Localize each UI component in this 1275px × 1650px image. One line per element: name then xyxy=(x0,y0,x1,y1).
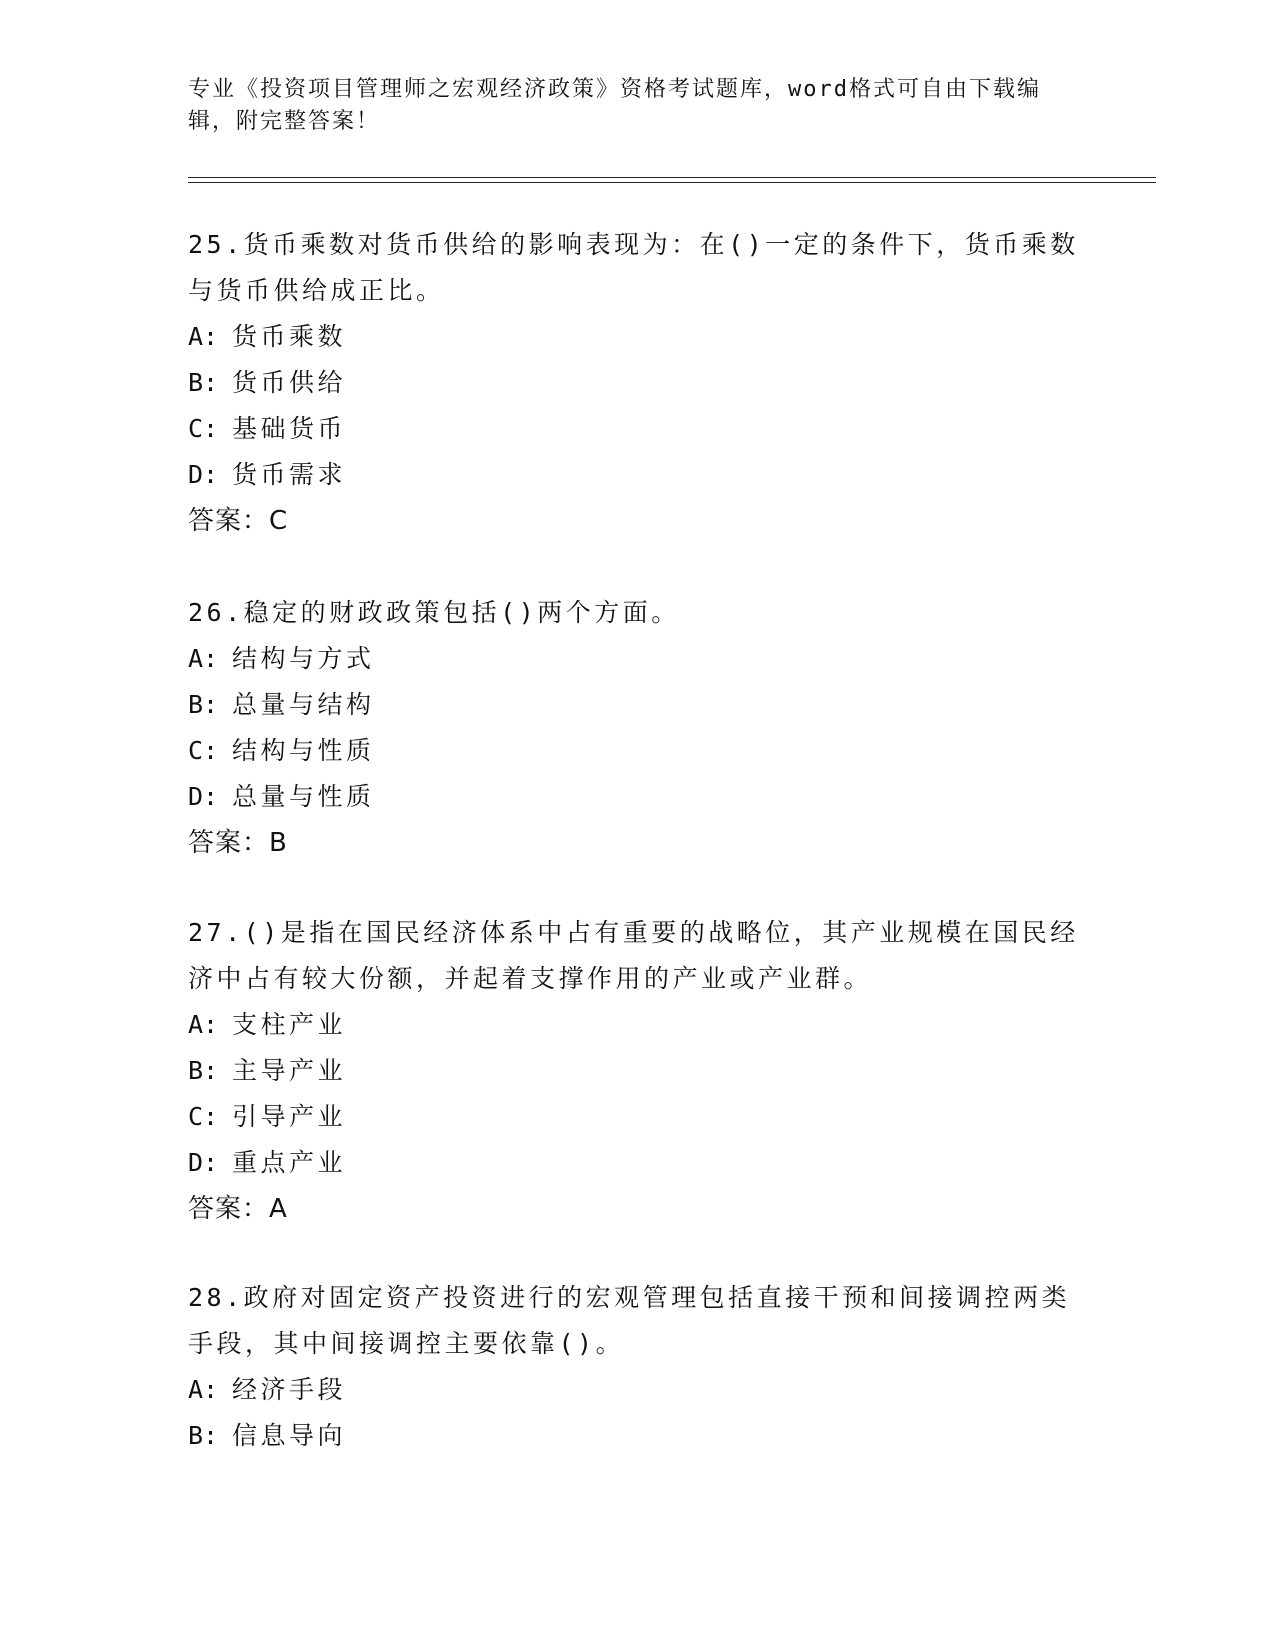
document-header: 专业《投资项目管理师之宏观经济政策》资格考试题库，word格式可自由下载编辑，附完整答案！ xyxy=(188,77,1041,134)
option-b xyxy=(188,682,1088,728)
question-stem: 25.货币乘数对货币供给的影响表现为：在()一定的条件下，货币乘数与货币供给成正比。 xyxy=(188,230,1079,305)
option-key: C: xyxy=(188,414,219,443)
option-key: B: xyxy=(188,690,219,719)
option-key: C: xyxy=(188,1102,219,1131)
option-key: A: xyxy=(188,1375,219,1404)
option-text: 基础货币 xyxy=(232,414,347,443)
option-c xyxy=(188,1094,1088,1140)
option-key: A: xyxy=(188,644,219,673)
question-stem: 28.政府对固定资产投资进行的宏观管理包括直接干预和间接调控两类手段，其中间接调控主要依靠()。 xyxy=(188,1283,1071,1358)
header-rule-bottom xyxy=(188,182,1156,183)
question-28 xyxy=(188,1275,1088,1459)
option-key: A: xyxy=(188,1010,219,1039)
option-b xyxy=(188,360,1088,406)
option-text: 支柱产业 xyxy=(232,1010,347,1039)
option-text: 结构与方式 xyxy=(232,644,375,673)
option-key: B: xyxy=(188,1421,219,1450)
option-d xyxy=(188,774,1088,820)
option-text: 货币乘数 xyxy=(232,322,347,351)
option-text: 货币需求 xyxy=(232,460,347,489)
option-a xyxy=(188,1367,1088,1413)
option-c xyxy=(188,728,1088,774)
option-a xyxy=(188,314,1088,360)
option-text: 信息导向 xyxy=(232,1421,347,1450)
option-text: 引导产业 xyxy=(232,1102,347,1131)
option-key: C: xyxy=(188,736,219,765)
option-a xyxy=(188,1002,1088,1048)
option-key: D: xyxy=(188,460,219,489)
option-b xyxy=(188,1048,1088,1094)
option-key: A: xyxy=(188,322,219,351)
option-d xyxy=(188,1140,1088,1186)
answer-line: 答案：C xyxy=(188,506,289,536)
option-key: B: xyxy=(188,368,219,397)
answer-line: 答案：A xyxy=(188,1194,288,1224)
option-b xyxy=(188,1413,1088,1459)
option-key: D: xyxy=(188,1148,219,1177)
option-c xyxy=(188,406,1088,452)
option-a xyxy=(188,636,1088,682)
question-stem: 26.稳定的财政政策包括()两个方面。 xyxy=(188,598,680,627)
question-27 xyxy=(188,910,1088,1232)
option-text: 总量与性质 xyxy=(232,782,375,811)
option-text: 重点产业 xyxy=(232,1148,347,1177)
option-key: B: xyxy=(188,1056,219,1085)
option-text: 总量与结构 xyxy=(232,690,375,719)
question-25 xyxy=(188,222,1088,544)
option-text: 主导产业 xyxy=(232,1056,347,1085)
question-stem: 27.()是指在国民经济体系中占有重要的战略位，其产业规模在国民经济中占有较大份额，并起着支撑作用的产业或产业群。 xyxy=(188,918,1079,993)
answer-line: 答案：B xyxy=(188,828,288,858)
question-26 xyxy=(188,590,1088,866)
header-rule-top xyxy=(188,177,1156,178)
option-text: 结构与性质 xyxy=(232,736,375,765)
option-text: 经济手段 xyxy=(232,1375,347,1404)
option-text: 货币供给 xyxy=(232,368,347,397)
option-d xyxy=(188,452,1088,498)
option-key: D: xyxy=(188,782,219,811)
